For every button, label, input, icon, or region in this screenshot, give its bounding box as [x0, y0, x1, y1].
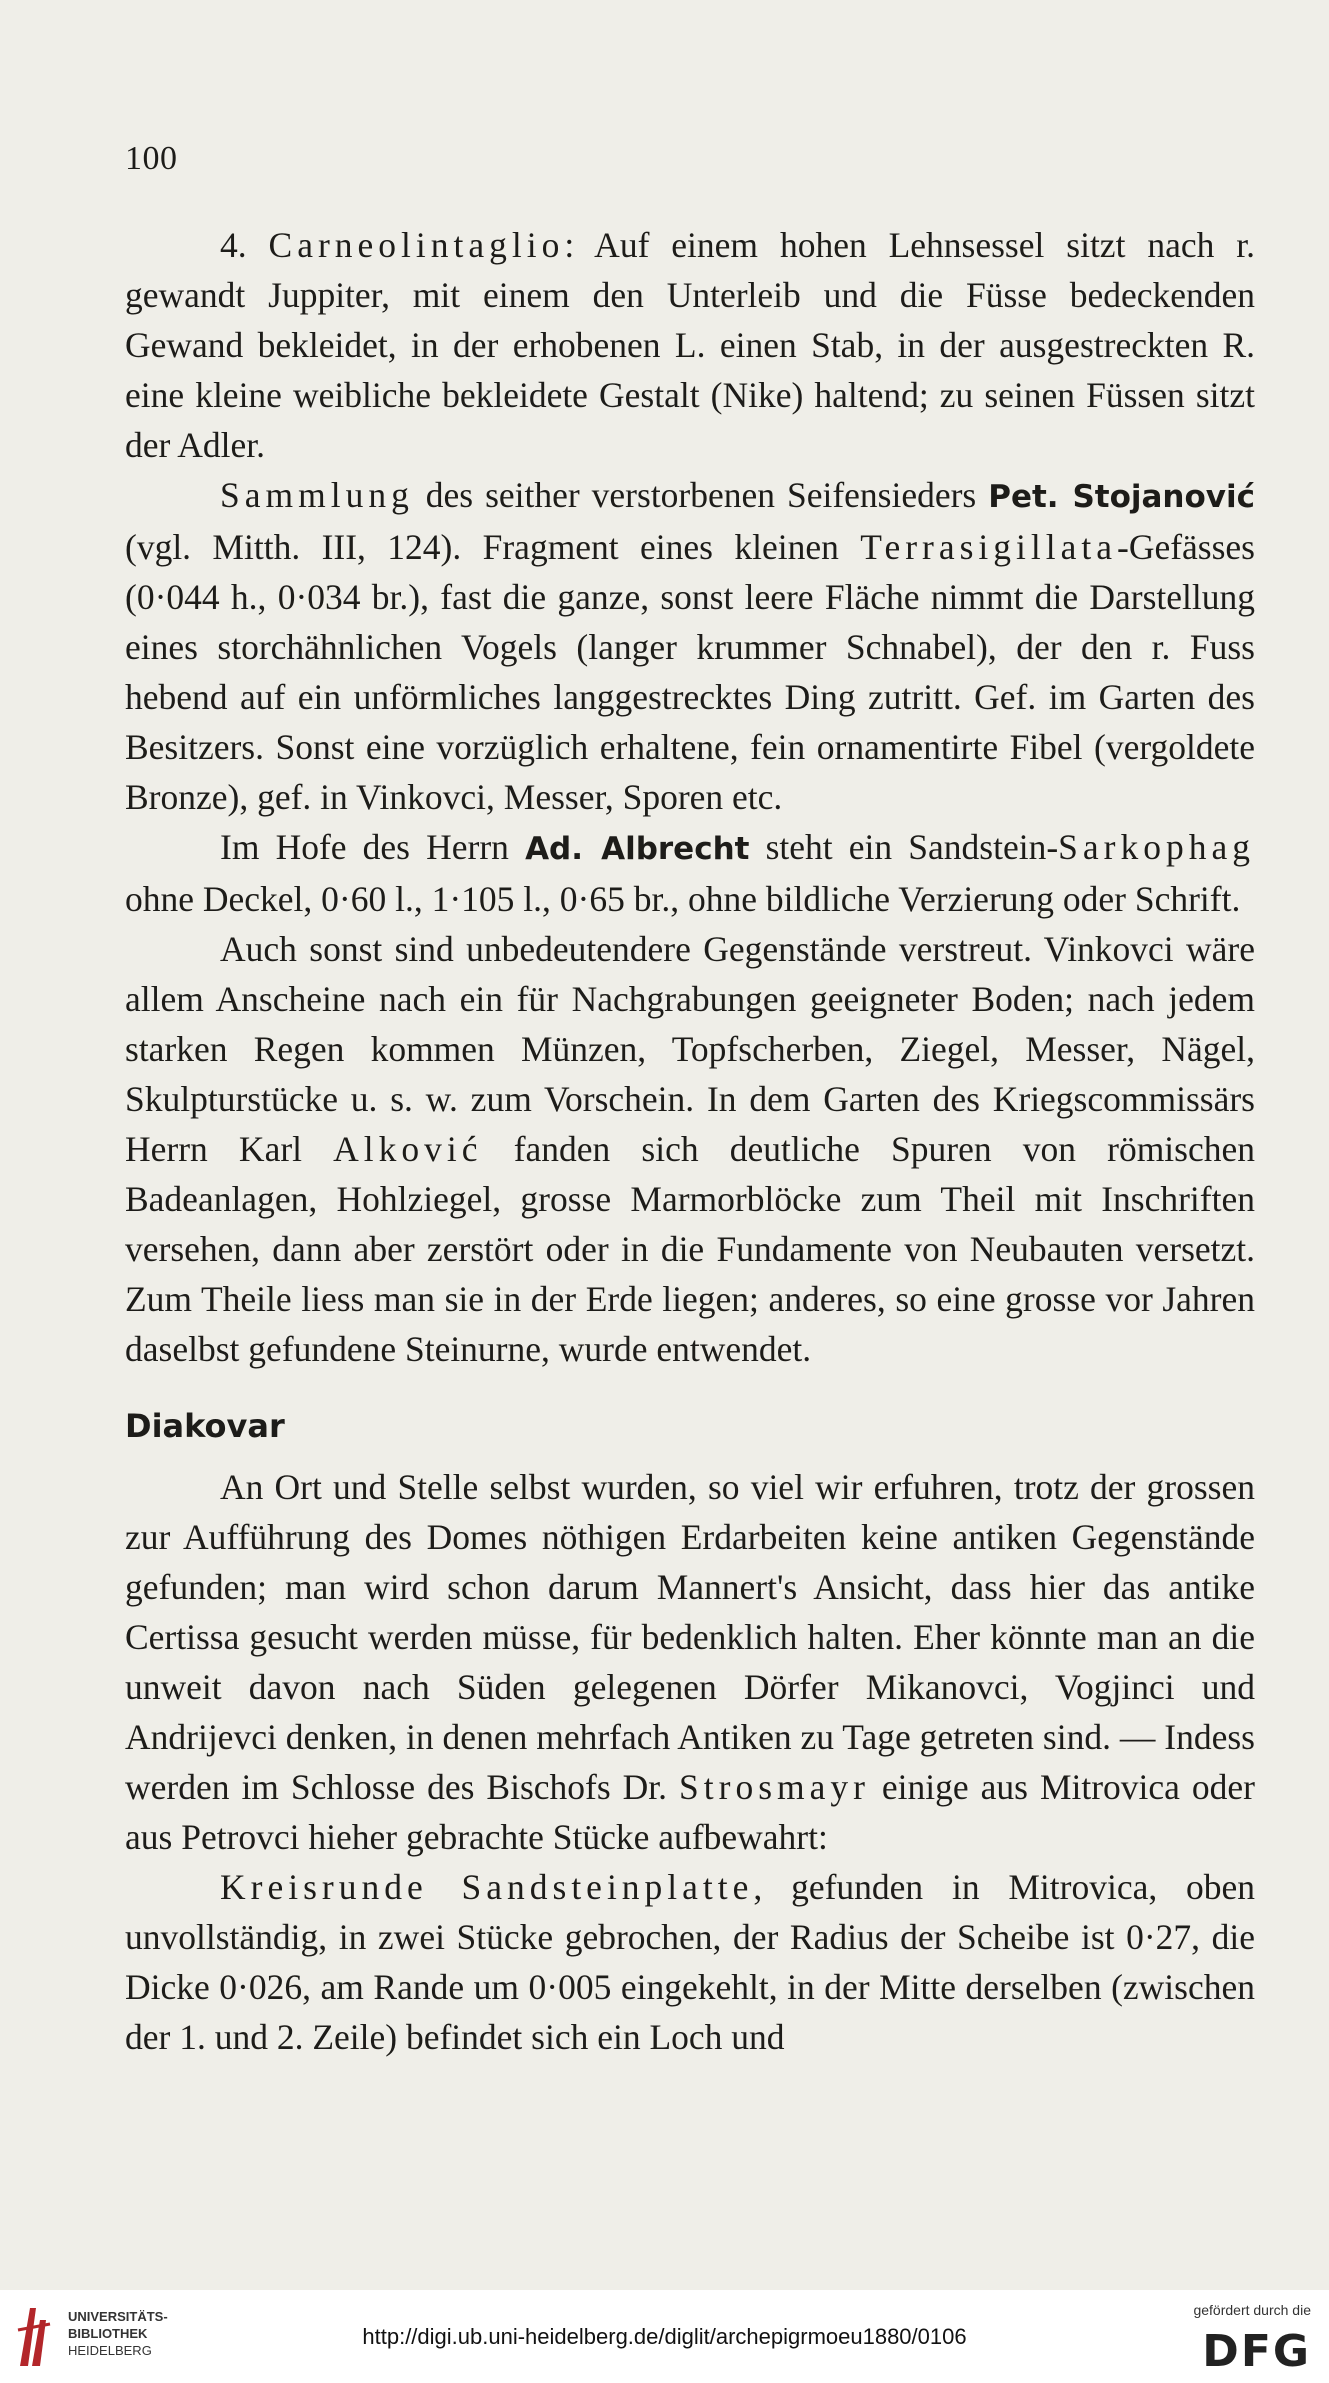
paragraph [125, 924, 1255, 1374]
spaced-term: Carneolintaglio [268, 225, 565, 265]
institution-line-1: UNIVERSITÄTS- [68, 2309, 168, 2324]
text-run: Im Hofe des Herrn [220, 827, 526, 867]
text-run: An Ort und Stelle selbst wurden, so viel wir erfuhren, trotz der grossen zur Aufführung des Domes nöthigen Erdarbeiten keine antiken Gegenstände gefunden; man wird schon darum Mannert's Ansicht, dass hier das antike Certissa gesucht werden müsse, für bedenklich halten. Eher könnte man an die unweit davon nach Süden gelegenen Dörfer Mikanovci, Vogjinci und Andrijevci denken, in denen mehrfach Antiken zu Tage getreten sind. — Indess werden im Schlosse des Bischofs Dr. [125, 1467, 1255, 1807]
spaced-term: Terrasigillata [860, 527, 1117, 567]
paragraph [125, 470, 1255, 822]
bold-name: Ad. Albrecht [525, 831, 750, 867]
paragraphs-before-heading [125, 220, 1255, 1374]
institution-line-3: HEIDELBERG [68, 2343, 152, 2358]
spaced-term: Kreisrunde Sandsteinplatte [220, 1867, 754, 1907]
paragraph [125, 1462, 1255, 1862]
paragraph [125, 1862, 1255, 2062]
text-run: einige aus Mitrovica oder aus Petrovci hieher gebrachte Stücke aufbewahrt: [125, 1767, 1255, 1857]
spaced-term: Alković [333, 1129, 483, 1169]
text-run: steht ein Sandstein- [749, 827, 1059, 867]
text-run: ohne Deckel, 0·60 l., 1·105 l., 0·65 br., ohne bildliche Verzierung oder Schrift. [125, 879, 1241, 919]
page-number: 100 [125, 140, 178, 177]
text-run: Auch sonst sind unbedeutendere Gegenstände verstreut. Vinkovci wäre allem Anscheine nach ein für Nachgrabungen geeigneter Boden; nach jedem starken Regen kommen Münzen, Topfscherben, Ziegel, Messer, Nägel, Skulpturstücke u. s. w. zum Vorschein. In dem Garten des Kriegscommissärs Herrn Karl [125, 929, 1255, 1169]
paragraph [125, 822, 1255, 924]
spaced-term: Sammlung [220, 475, 414, 515]
institution-line-2: BIBLIOTHEK [68, 2326, 148, 2341]
body-text [125, 220, 1255, 2062]
text-run: -Gefässes (0·044 h., 0·034 br.), fast die ganze, sonst leere Fläche nimmt die Darstellung eines storchähnlichen Vogels (langer krummer Schnabel), der den r. Fuss hebend auf ein unförmliches langgestrecktes Ding zutritt. Gef. im Garten des Besitzers. Sonst eine vorzüglich erhaltene, fein ornamentirte Fibel (vergoldete Bronze), gef. in Vinkovci, Messer, Sporen etc. [125, 527, 1255, 817]
spaced-term: Strosmayr [679, 1767, 870, 1807]
footer-bar [0, 2290, 1329, 2383]
text-run: (vgl. Mitth. III, 124). Fragment eines kleinen [125, 527, 861, 567]
paragraph [125, 220, 1255, 470]
section-heading: Diakovar [125, 1407, 285, 1445]
text-run: fanden sich deutliche Spuren von römischen Badeanlagen, Hohlziegel, grosse Marmorblöcke zum Theil mit Inschriften versehen, dann aber zerstört oder in die Fundamente von Neubauten versetzt. Zum Theile liess man sie in der Erde liegen; anderes, so eine grosse vor Jahren daselbst gefundene Steinurne, wurde entwendet. [125, 1129, 1256, 1369]
text-run: 4. [220, 225, 269, 265]
paragraphs-after-heading [125, 1462, 1255, 2062]
spaced-term: Sarkophag [1058, 827, 1256, 867]
dfg-logo: DFG [1202, 2326, 1311, 2377]
text-run: , gefunden in Mitrovica, oben unvollständig, in zwei Stücke gebrochen, der Radius der Scheibe ist 0·27, die Dicke 0·026, am Rande um 0·005 eingekehlt, in der Mitte derselben (zwischen der 1. und 2. Zeile) befindet sich ein Loch und [125, 1867, 1256, 2057]
text-run: des seither verstorbenen Seifensieders [413, 475, 989, 515]
text-run: : Auf einem hohen Lehnsessel sitzt nach r. gewandt Juppiter, mit einem den Unterleib und die Füsse bedeckenden Gewand bekleidet, in der erhobenen L. einen Stab, in der ausgestreckten R. eine kleine weibliche bekleidete Gestalt (Nike) haltend; zu seinen Füssen sitzt der Adler. [125, 225, 1255, 465]
funded-by-label: gefördert durch die [1193, 2302, 1311, 2318]
permalink-url[interactable]: http://digi.ub.uni-heidelberg.de/diglit/archepigrmoeu1880/0106 [362, 2324, 967, 2349]
bold-name: Pet. Stojanović [988, 479, 1256, 515]
